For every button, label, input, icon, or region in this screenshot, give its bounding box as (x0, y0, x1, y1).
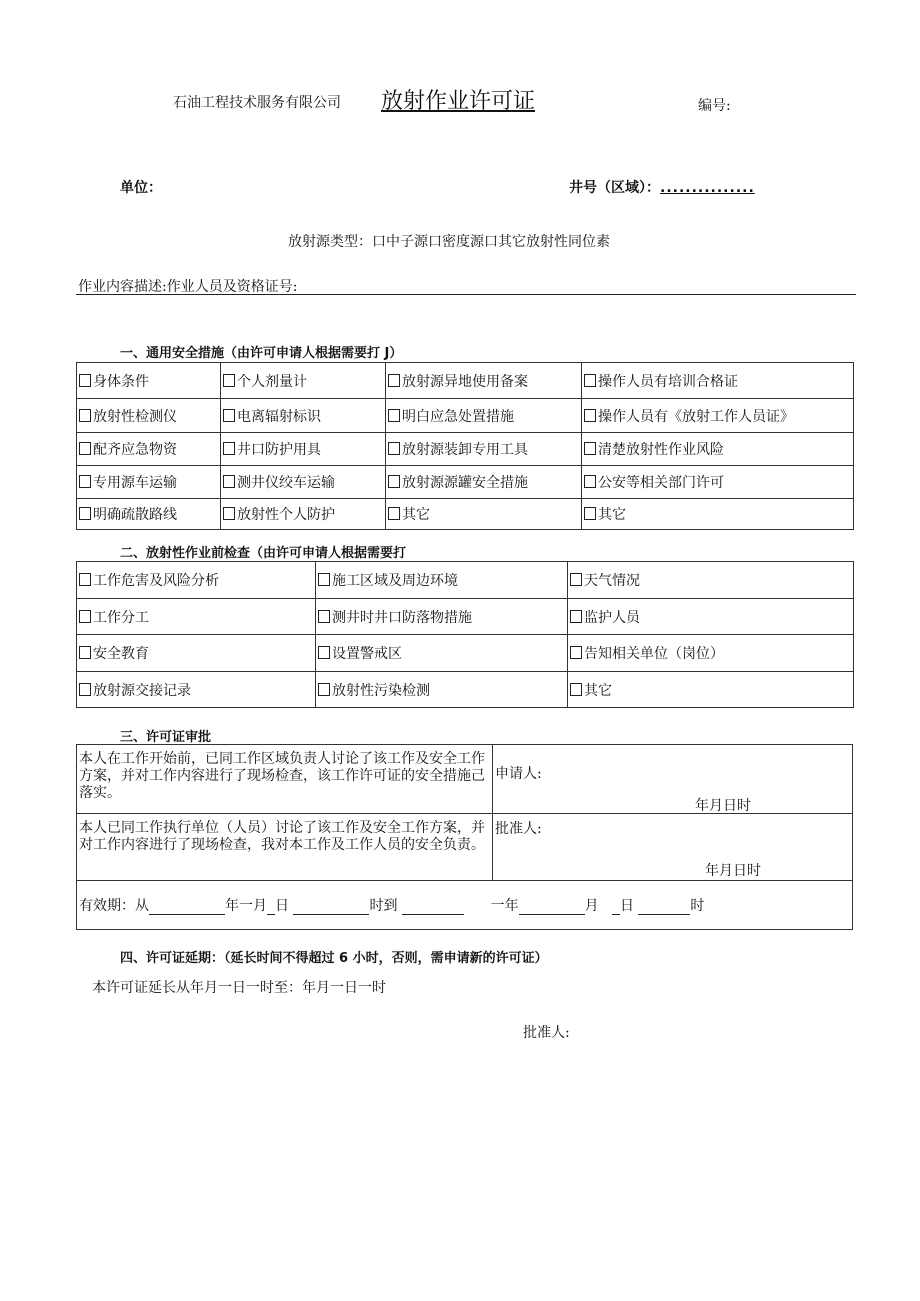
validity-blank-4[interactable] (402, 900, 464, 915)
checkbox-icon[interactable] (584, 507, 596, 520)
checkbox-item[interactable] (221, 399, 386, 433)
checkbox-icon[interactable] (79, 409, 91, 422)
checkbox-label: 井口防护用具 (237, 442, 321, 458)
validity-blank-7[interactable] (638, 900, 690, 915)
validity-part-6: 日 (619, 898, 634, 914)
table-row (77, 635, 854, 672)
checkbox-item[interactable] (582, 466, 854, 499)
checkbox-icon[interactable] (318, 683, 330, 696)
well-label (569, 177, 755, 197)
checkbox-label: 设置警戒区 (332, 646, 402, 662)
checkbox-item[interactable] (316, 599, 568, 635)
checkbox-icon[interactable] (388, 442, 400, 455)
validity-part-3: 时到 (369, 898, 398, 914)
checkbox-item[interactable] (582, 433, 854, 466)
validity-part-1: 年一月 (225, 898, 267, 914)
checkbox-icon[interactable] (79, 475, 91, 488)
checkbox-icon[interactable] (79, 573, 91, 586)
checkbox-icon[interactable] (223, 475, 235, 488)
checkbox-item[interactable] (77, 399, 221, 433)
validity-blank-1[interactable] (149, 900, 225, 915)
checkbox-icon[interactable] (318, 610, 330, 623)
checkbox-label: 电离辐射标识 (237, 408, 321, 425)
checkbox-item[interactable] (386, 466, 582, 499)
checkbox-item[interactable] (77, 599, 316, 635)
table-row (77, 499, 854, 530)
checkbox-item[interactable] (77, 363, 221, 399)
checkbox-item[interactable] (77, 672, 316, 708)
validity-part-7: 时 (690, 898, 705, 914)
checkbox-icon[interactable] (318, 573, 330, 586)
approver-date: 年月日时 (705, 863, 761, 879)
checkbox-item[interactable] (221, 466, 386, 499)
checkbox-icon[interactable] (570, 683, 582, 696)
checkbox-label: 放射性检测仪 (93, 408, 177, 425)
checkbox-icon[interactable] (388, 507, 400, 520)
work-description-divider (76, 294, 856, 295)
checkbox-icon[interactable] (318, 646, 330, 659)
applicant-statement: 本人在工作开始前，已同工作区域负责人讨论了该工作及安全工作方案，并对工作内容进行了现场检查，该工作许可证的安全措施己落实。 (77, 745, 493, 814)
validity-part-4: 一年 (490, 898, 519, 914)
checkbox-item[interactable] (221, 499, 386, 530)
checkbox-item[interactable] (568, 562, 854, 599)
checkbox-label: 专用源车运输 (93, 475, 177, 491)
checkbox-label: 明白应急处置措施 (402, 408, 514, 425)
checkbox-icon[interactable] (223, 374, 235, 387)
section3-heading: 三、许可证审批 (120, 730, 212, 745)
checkbox-label: 天气情况 (584, 573, 640, 589)
checkbox-icon[interactable] (584, 442, 596, 455)
checkbox-label: 安全教育 (93, 646, 149, 662)
approval-table (76, 744, 853, 930)
validity-blank-2[interactable] (267, 900, 275, 915)
approver-statement: 本人已同工作执行单位（人员）讨论了该工作及安全工作方案，并对工作内容进行了现场检查，我对本工作及工作人员的安全负责。 (77, 814, 493, 881)
well-value: ............... (660, 180, 755, 196)
checkbox-icon[interactable] (388, 409, 400, 422)
checkbox-label: 其它 (598, 507, 626, 523)
checkbox-label: 施工区域及周边环境 (332, 573, 458, 589)
pre-work-check-table (76, 561, 854, 708)
checkbox-item[interactable] (568, 599, 854, 635)
checkbox-icon[interactable] (584, 374, 596, 387)
checkbox-icon[interactable] (570, 573, 582, 586)
checkbox-item[interactable] (386, 399, 582, 433)
checkbox-item[interactable] (386, 433, 582, 466)
checkbox-label: 操作人员有《放射工作人员证》 (598, 408, 794, 425)
source-type-line: 放射源类型：口中子源口密度源口其它放射性同位素 (288, 234, 610, 250)
table-row (77, 363, 854, 399)
well-label-text: 井号（区域）： (569, 180, 660, 196)
checkbox-item[interactable] (386, 363, 582, 399)
approver-label: 批准人: (495, 821, 542, 837)
checkbox-item[interactable] (386, 499, 582, 530)
checkbox-item[interactable] (77, 433, 221, 466)
validity-prefix: 有效期：从 (79, 898, 149, 914)
checkbox-label: 配齐应急物资 (93, 442, 177, 458)
checkbox-item[interactable] (77, 635, 316, 672)
checkbox-item[interactable] (77, 466, 221, 499)
checkbox-icon[interactable] (388, 475, 400, 488)
checkbox-label: 其它 (402, 507, 430, 523)
checkbox-icon[interactable] (388, 374, 400, 387)
table-row (77, 399, 854, 433)
checkbox-icon[interactable] (223, 442, 235, 455)
checkbox-label: 操作人员有培训合格证 (598, 373, 738, 390)
checkbox-icon[interactable] (570, 646, 582, 659)
checkbox-label: 清楚放射性作业风险 (598, 442, 724, 458)
checkbox-icon[interactable] (79, 646, 91, 659)
checkbox-icon[interactable] (584, 475, 596, 488)
checkbox-label: 测井时井口防落物措施 (332, 609, 472, 626)
number-label: 编号: (698, 98, 731, 114)
validity-row (77, 881, 853, 930)
checkbox-item[interactable] (582, 399, 854, 433)
checkbox-icon[interactable] (223, 507, 235, 520)
checkbox-label: 放射源交接记录 (93, 682, 191, 699)
table-row (77, 433, 854, 466)
checkbox-icon[interactable] (79, 507, 91, 520)
applicant-label: 申请人: (495, 766, 542, 782)
checkbox-label: 告知相关单位（岗位） (584, 646, 724, 662)
checkbox-label: 公安等相关部门许可 (598, 475, 724, 491)
checkbox-label: 工作分工 (93, 609, 149, 626)
extension-line: 本许可证延长从年月一日一时至：年月一日一时 (92, 980, 386, 996)
checkbox-item[interactable] (77, 499, 221, 530)
checkbox-item[interactable] (582, 499, 854, 530)
company-name: 石油工程技术服务有限公司 (173, 95, 341, 111)
checkbox-item[interactable] (316, 672, 568, 708)
table-row (77, 466, 854, 499)
checkbox-label: 身体条件 (93, 373, 149, 390)
checkbox-item[interactable] (316, 562, 568, 599)
checkbox-label: 放射源装卸专用工具 (402, 442, 528, 458)
checkbox-label: 明确疏散路线 (93, 507, 177, 523)
checkbox-item[interactable] (568, 672, 854, 708)
validity-part-2: 日 (275, 898, 289, 914)
checkbox-icon[interactable] (79, 610, 91, 623)
validity-blank-3[interactable] (293, 900, 369, 915)
checkbox-icon[interactable] (79, 374, 91, 387)
validity-part-5: 月 (584, 898, 599, 914)
section2-heading: 二、放射性作业前检查（由许可申请人根据需要打 (120, 546, 407, 561)
section1-heading: 一、通用安全措施（由许可申请人根据需要打 J） (120, 346, 403, 361)
validity-blank-6[interactable] (612, 900, 620, 915)
checkbox-label: 放射源异地使用备案 (402, 373, 528, 390)
checkbox-item[interactable] (316, 635, 568, 672)
section4-heading: 四、许可证延期：（延长时间不得超过 6 小时，否则，需申请新的许可证） (120, 951, 548, 966)
applicant-cell (493, 745, 853, 814)
checkbox-item[interactable] (221, 433, 386, 466)
checkbox-item[interactable] (221, 363, 386, 399)
approver-cell (493, 814, 853, 881)
checkbox-item[interactable] (568, 635, 854, 672)
checkbox-label: 放射源源罐安全措施 (402, 475, 528, 491)
checkbox-label: 工作危害及风险分析 (93, 573, 219, 589)
applicant-date: 年月日时 (695, 798, 751, 814)
checkbox-icon[interactable] (79, 683, 91, 696)
checkbox-icon[interactable] (79, 442, 91, 455)
table-row (77, 562, 854, 599)
page-title: 放射作业许可证 (381, 89, 536, 114)
general-safety-table (76, 362, 854, 530)
checkbox-label: 测井仪绞车运输 (237, 475, 335, 491)
validity-blank-5[interactable] (519, 900, 585, 915)
table-row (77, 599, 854, 635)
extension-approver: 批准人: (523, 1025, 570, 1041)
checkbox-label: 监护人员 (584, 609, 640, 626)
checkbox-item[interactable] (77, 562, 316, 599)
checkbox-icon[interactable] (223, 409, 235, 422)
checkbox-label: 个人剂量计 (237, 373, 307, 390)
checkbox-item[interactable] (582, 363, 854, 399)
checkbox-icon[interactable] (584, 409, 596, 422)
checkbox-label: 其它 (584, 682, 612, 699)
work-description-label: 作业内容描述:作业人员及资格证号: (78, 279, 298, 295)
table-row (77, 672, 854, 708)
checkbox-label: 放射性个人防护 (237, 507, 335, 523)
checkbox-label: 放射性污染检测 (332, 682, 430, 699)
checkbox-icon[interactable] (570, 610, 582, 623)
unit-label: 单位： (120, 180, 162, 196)
